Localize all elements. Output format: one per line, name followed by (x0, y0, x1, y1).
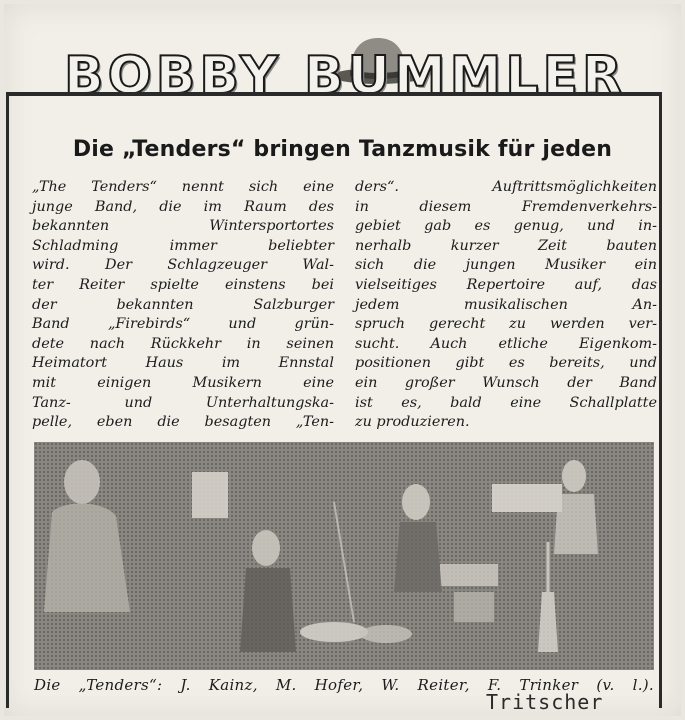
text-line: ter Reiter spielte einstens bei (32, 276, 334, 293)
text-line: „The Tenders“ nennt sich eine (32, 179, 334, 195)
article-headline: Die „Tenders“ bringen Tanzmusik für jeden (72, 137, 613, 162)
text-line: der bekannten Salzburger (32, 296, 334, 313)
text-line: nerhalb kurzer Zeit bauten (355, 237, 657, 254)
text-line: in diesem Fremdenverkehrs- (355, 198, 657, 215)
text-line: Band „Firebirds“ und grün- (32, 316, 334, 333)
text-line: sucht. Auch etliche Eigenkom- (355, 335, 657, 352)
text-line: ders“. Auftrittsmöglichkeiten (355, 179, 657, 195)
text-line: gebiet gab es genug, und in- (355, 218, 657, 235)
article-column-right (355, 178, 657, 433)
text-line: ist es, bald eine Schallplatte (355, 394, 657, 411)
band-photo (34, 442, 654, 670)
text-line: wird. Der Schlagzeuger Wal- (32, 257, 334, 274)
text-line: pelle, eben die besagten „Ten- (32, 414, 334, 431)
text-line: mit einigen Musikern eine (32, 374, 334, 391)
photo-caption: Die „Tenders“: J. Kainz, M. Hofer, W. Reiter, F. Trinker (v. l.). (34, 676, 654, 694)
text-line: sich die jungen Musiker ein (355, 257, 657, 274)
text-line: bekannten Wintersportortes (32, 218, 334, 235)
text-line: positionen gibt es bereits, und (355, 355, 657, 372)
text-line: Schladming immer beliebter (32, 237, 334, 254)
text-line: Tanz- und Unterhaltungska- (32, 394, 334, 411)
band-photo-image (34, 442, 654, 670)
text-line: zu produzieren. (355, 414, 470, 431)
article-column-left (32, 178, 334, 433)
text-line: ein großer Wunsch der Band (355, 374, 657, 391)
text-line: Heimatort Haus im Ennstal (32, 355, 334, 372)
masthead (60, 28, 630, 106)
photo-credit: Tritscher (486, 690, 604, 714)
text-line: jedem musikalischen An- (355, 296, 657, 313)
text-line: junge Band, die im Raum des (32, 198, 334, 215)
text-line: dete nach Rückkehr in seinen (32, 335, 334, 352)
text-line: vielseitiges Repertoire auf, das (355, 276, 657, 293)
text-line: spruch gerecht zu werden ver- (355, 316, 657, 333)
masthead-title: BOBBY BUMMLER (63, 46, 627, 106)
